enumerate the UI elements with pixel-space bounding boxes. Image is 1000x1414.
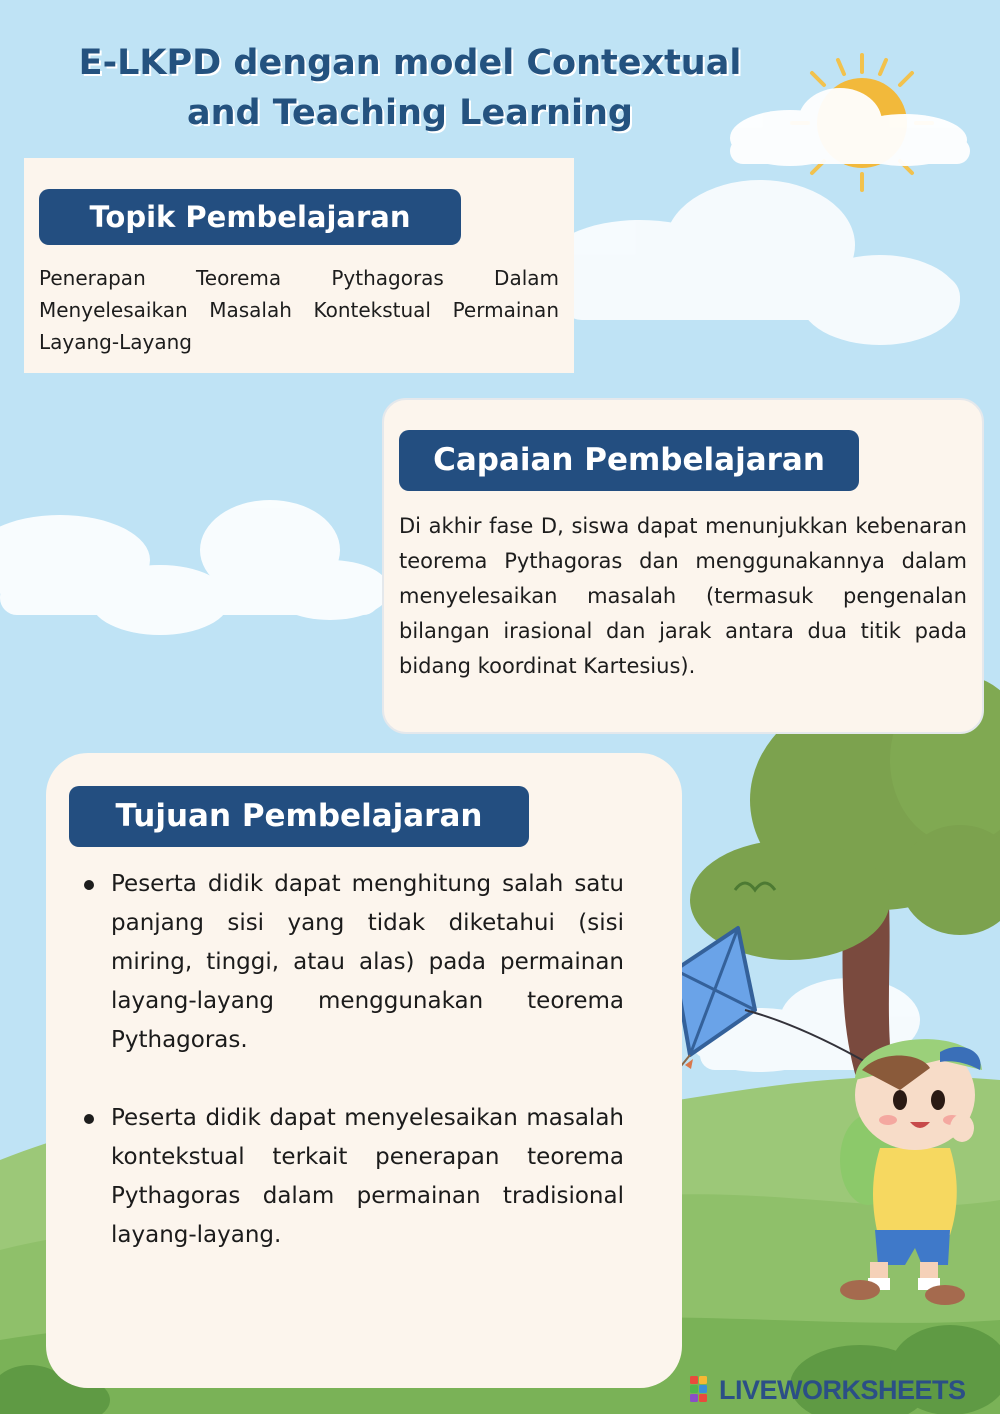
page-title — [30, 38, 790, 138]
list-item — [82, 1099, 624, 1255]
brand-name: LIVEWORKSHEETS — [719, 1374, 966, 1405]
liveworksheets-logo[interactable] — [690, 1374, 966, 1406]
title-line-2: and Teaching Learning — [187, 93, 633, 133]
topik-text: Penerapan Teorema Pythagoras Dalam Menyelesaikan Masalah Kontekstual Permainan Layang-Layang — [39, 266, 559, 354]
tujuan-list — [82, 865, 624, 1255]
capaian-text: Di akhir fase D, siswa dapat menunjukkan kebenaran teorema Pythagoras dan menggunakannya dalam menyelesaikan masalah (termasuk pengenalan bilangan irasional dan jarak antara dua titik pada bidang koordinat Kartesius). — [399, 514, 967, 678]
title-line-1: E-LKPD dengan model Contextual — [78, 43, 742, 83]
bullet-icon — [84, 1114, 94, 1124]
liveworksheets-logo-icon — [690, 1376, 716, 1404]
capaian-heading: Capaian Pembelajaran — [399, 430, 859, 491]
list-item — [82, 865, 624, 1060]
bullet-icon — [84, 880, 94, 890]
topik-heading: Topik Pembelajaran — [39, 189, 461, 245]
list-item-text: Peserta didik dapat menyelesaikan masalah kontekstual terkait penerapan teorema Pythagoras dalam permainan tradisional layang-layang. — [111, 1105, 624, 1248]
list-item-text: Peserta didik dapat menghitung salah satu panjang sisi yang tidak diketahui (sisi miring, tinggi, atau alas) pada permainan layang-layang menggunakan teorema Pythagoras. — [111, 871, 624, 1053]
tujuan-heading: Tujuan Pembelajaran — [69, 786, 529, 847]
